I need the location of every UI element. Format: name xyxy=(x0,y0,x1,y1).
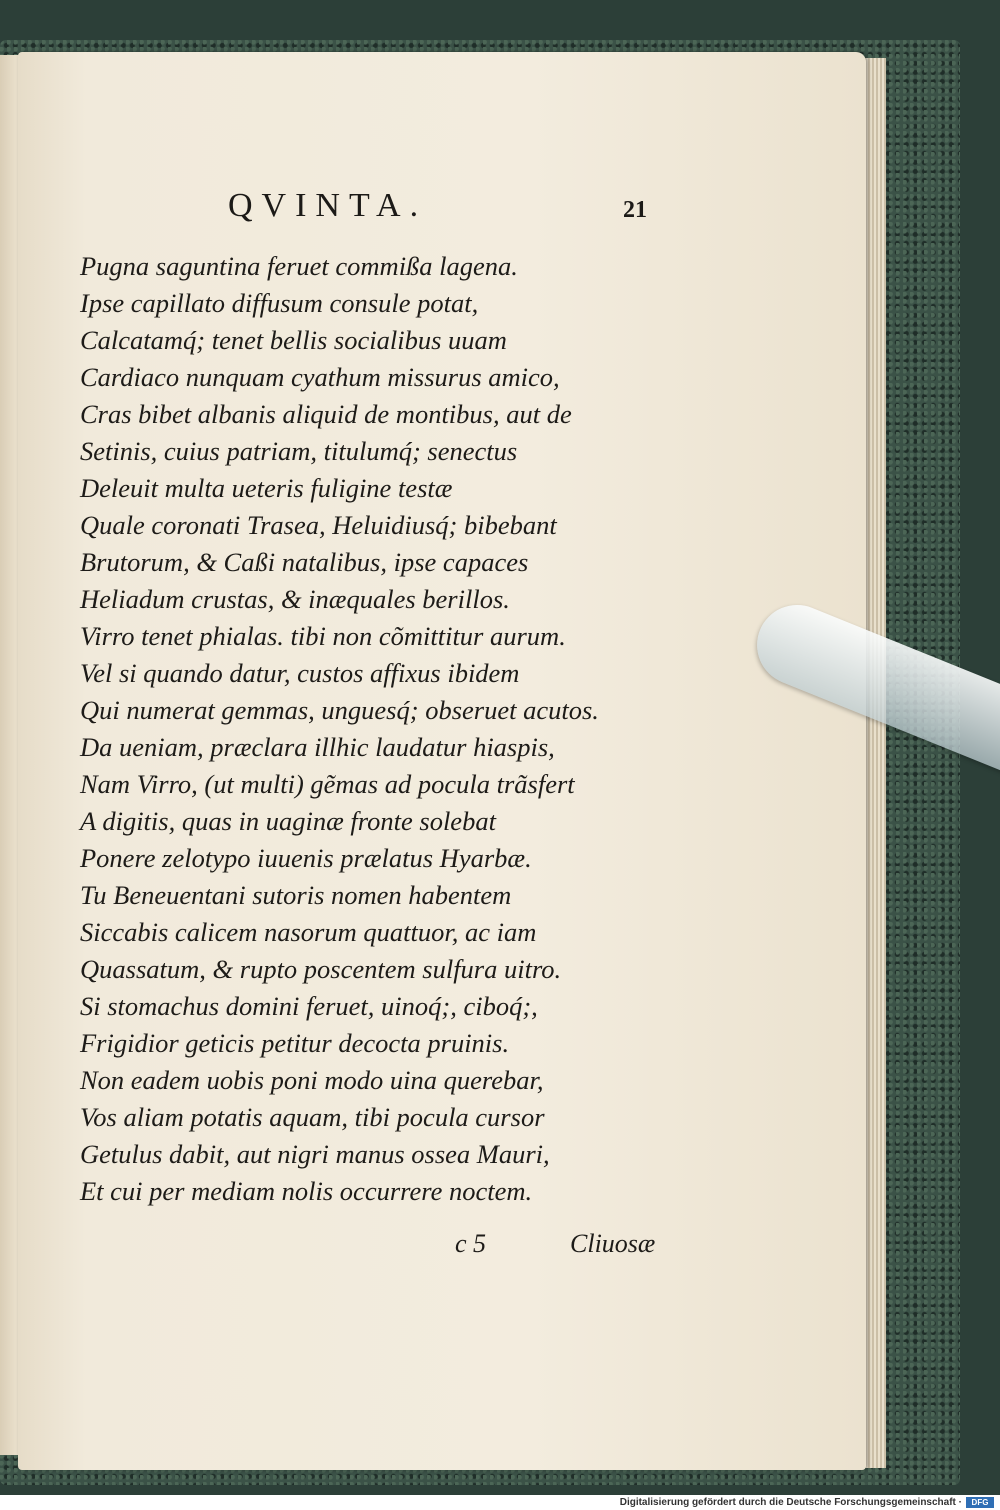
verse-line: Ponere zelotypo iuuenis prælatus Hyarbæ. xyxy=(80,843,532,873)
book-page xyxy=(18,52,866,1470)
verse-line: Cras bibet albanis aliquid de montibus, aut de xyxy=(80,399,572,429)
verse-line: Et cui per mediam nolis occurrere noctem. xyxy=(80,1176,533,1206)
folio-number: 21 xyxy=(623,197,647,223)
verse-line: Pugna saguntina feruet commißa lagena. xyxy=(80,251,518,281)
verse-line: Virro tenet phialas. tibi non cõmittitur aurum. xyxy=(80,621,566,651)
verse-line: Brutorum, & Caßi natalibus, ipse capaces xyxy=(80,547,529,577)
verse-line: Tu Beneuentani sutoris nomen habentem xyxy=(80,880,512,910)
verse-line: Si stomachus domini feruet, uinoq́;, ciboq́;, xyxy=(80,991,538,1021)
verse-line: Cardiaco nunquam cyathum missurus amico, xyxy=(80,362,560,392)
verse-line: Da ueniam, præclara illhic laudatur hiaspis, xyxy=(80,732,555,762)
running-head: QVINTA. xyxy=(228,187,428,224)
verse-block xyxy=(80,248,599,1210)
dfg-logo: DFG xyxy=(966,1497,994,1508)
verse-line: Getulus dabit, aut nigri manus ossea Mauri, xyxy=(80,1139,550,1169)
verse-line: Heliadum crustas, & inæquales berillos. xyxy=(80,584,510,614)
funding-credit: Digitalisierung gefördert durch die Deutsche Forschungsgemeinschaft · xyxy=(619,1497,962,1508)
verse-line: Nam Virro, (ut multi) gẽmas ad pocula trãsfert xyxy=(80,769,575,799)
verse-line: Siccabis calicem nasorum quattuor, ac iam xyxy=(80,917,537,947)
verse-line: Quassatum, & rupto poscentem sulfura uitro. xyxy=(80,954,562,984)
verse-line: Non eadem uobis poni modo uina querebar, xyxy=(80,1065,544,1095)
verse-line: A digitis, quas in uaginæ fronte solebat xyxy=(80,806,496,836)
verse-line: Ipse capillato diffusum consule potat, xyxy=(80,288,479,318)
catchword: Cliuosæ xyxy=(570,1229,656,1258)
verse-line: Quale coronati Trasea, Heluidiusq́; bibebant xyxy=(80,510,557,540)
signature-mark: c 5 xyxy=(455,1229,487,1258)
verse-line: Qui numerat gemmas, unguesq́; obseruet acutos. xyxy=(80,695,599,725)
verse-line: Vel si quando datur, custos affixus ibidem xyxy=(80,658,520,688)
verse-line: Frigidior geticis petitur decocta pruinis. xyxy=(80,1028,510,1058)
verse-line: Vos aliam potatis aquam, tibi pocula cursor xyxy=(80,1102,545,1132)
verse-line: Deleuit multa ueteris fuligine testæ xyxy=(80,473,453,503)
verse-line: Setinis, cuius patriam, titulumq́; senectus xyxy=(80,436,518,466)
verse-line: Calcatamq́; tenet bellis socialibus uuam xyxy=(80,325,507,355)
footer-bar xyxy=(0,1495,1000,1510)
